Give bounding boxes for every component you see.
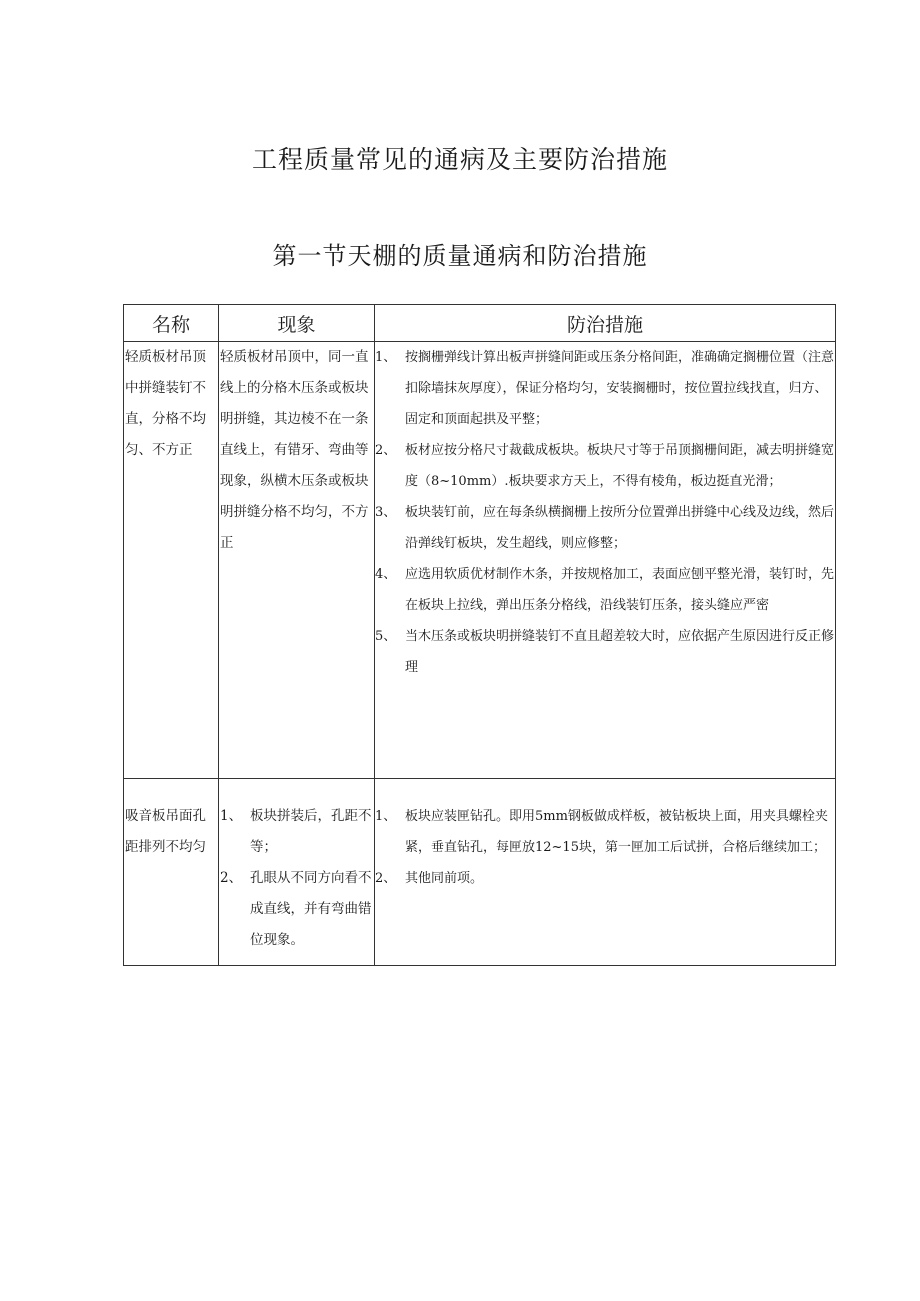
phenomenon-number: 1、 [220,808,243,824]
defects-table [123,304,836,966]
measure-text: 板块装钉前，应在每条纵横搁栅上按所分位置弹出拼缝中心线及边线，然后沿弹线钉板块，发生超线，则应修整； [405,505,835,551]
measure-item [375,497,835,559]
measure-item [375,801,835,863]
header-name: 名称 [124,305,219,342]
phenomenon-item [220,801,374,863]
table-header-row [124,305,836,342]
row-name-text: 吸音板吊面孔距排列不均匀 [125,808,206,855]
header-measures: 防治措施 [375,305,836,342]
row-measures-cell [375,779,836,966]
measure-text: 当木压条或板块明拼缝装钉不直且超差较大时，应依据产生原因进行反正修理 [405,629,835,675]
phenomenon-text: 孔眼从不同方向看不成直线，并有弯曲错位现象。 [250,870,372,948]
phenomenon-number: 2、 [220,870,243,886]
table-row [124,779,836,966]
cell-spacer [125,779,218,801]
phenomenon-item [220,863,374,956]
section-title: 第一节天棚的质量通病和防治措施 [272,242,648,270]
row-phenomenon-cell [219,779,375,966]
measure-number: 5、 [375,629,397,644]
measure-number: 4、 [375,567,397,582]
measure-item [375,435,835,497]
cell-spacer [375,779,835,801]
row-phenomenon-cell: 轻质板材吊顶中，同一直线上的分格木压条或板块明拼缝，其边棱不在一条直线上，有错牙、弯曲等现象，纵横木压条或板块明拼缝分格不均匀，不方正 [219,342,375,779]
measure-text: 应选用软质优材制作木条，并按规格加工，表面应刨平整光滑，装钉时，先在板块上拉线，弹出压条分格线，沿线装钉压条，接头缝应严密 [405,567,835,613]
measure-item [375,863,835,894]
measure-number: 3、 [375,505,397,520]
measure-text: 板块应装匣钻孔。即用5mm钢板做成样板，被钻板块上面，用夹具螺栓夹紧，垂直钻孔，每匣放12~15块，第一匣加工后试拼，合格后继续加工； [405,809,828,855]
measure-number: 1、 [375,350,397,365]
measure-number: 2、 [375,443,397,458]
phenomenon-text: 板块拼装后，孔距不等； [250,808,372,855]
document-title: 工程质量常见的通病及主要防治措施 [251,145,668,174]
header-phenomenon: 现象 [219,305,375,342]
measure-text: 其他同前项。 [405,871,484,886]
row-measures-cell [375,342,836,779]
row-name-cell: 轻质板材吊顶中拼缝装钉不直，分格不均匀、不方正 [124,342,219,779]
measure-number: 2、 [375,871,397,886]
row-name-cell [124,779,219,966]
table-row [124,342,836,779]
measure-item [375,559,835,621]
measure-item [375,621,835,683]
measure-text: 板材应按分格尺寸裁截成板块。板块尺寸等于吊顶搁栅间距，减去明拼缝宽度（8~10mm）.板块要求方天上，不得有棱角，板边挺直光滑； [405,443,835,489]
measure-number: 1、 [375,809,397,824]
measure-text: 按搁栅弹线计算出板声拼缝间距或压条分格间距，准确确定搁栅位置（注意扣除墙抹灰厚度），保证分格均匀，安装搁栅时，按位置拉线找直，归方、固定和顶面起拱及平整； [405,350,835,427]
measure-item [375,342,835,435]
cell-spacer [220,779,374,801]
